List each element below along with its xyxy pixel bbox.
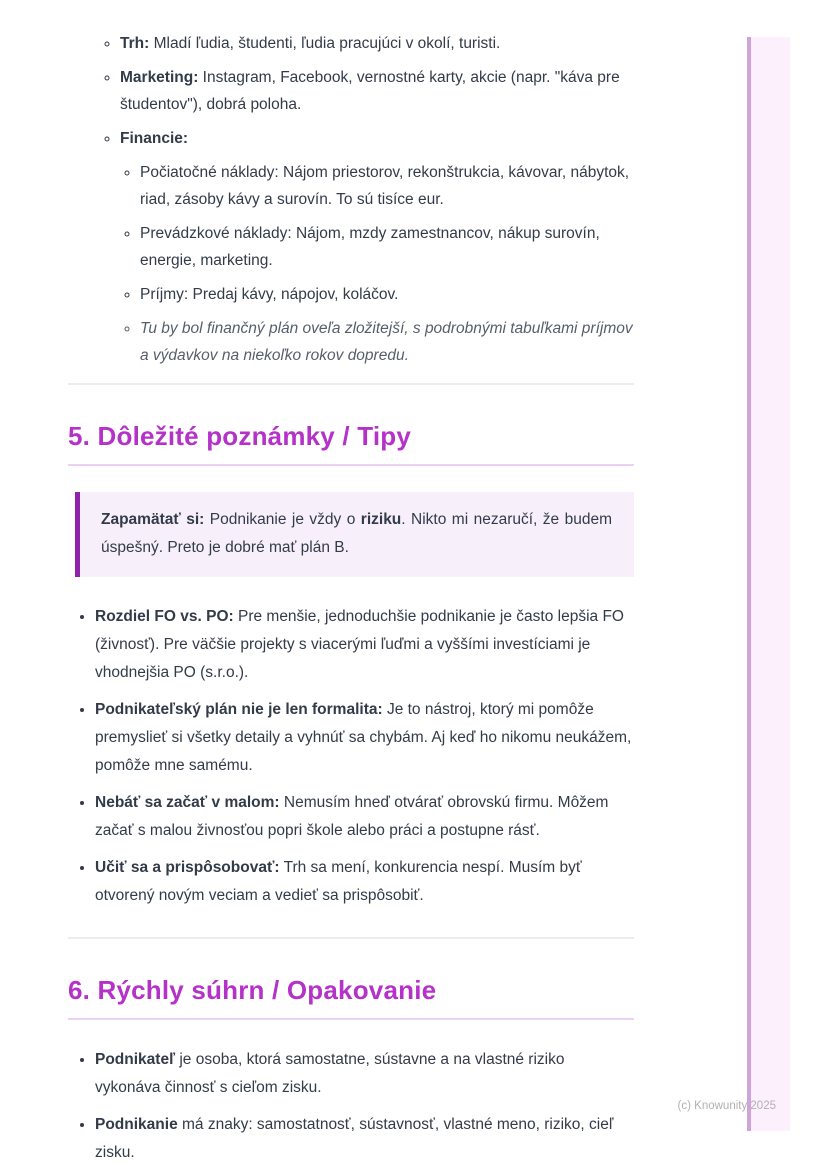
list-item: [95, 696, 634, 780]
item-text: Je to nástroj, ktorý mi pomôže premyslieť si všetky detaily a vyhnúť sa chybám. Aj keď ho nikomu neukážem, pomôže mne samému.: [95, 701, 632, 774]
item-lead: Podnikateľ: [95, 1051, 176, 1068]
list-item: [95, 603, 634, 687]
copyright-footer: (c) Knowunity 2025: [677, 1100, 776, 1112]
intro-list: [68, 30, 634, 369]
item-lead: Podnikateľský plán nie je len formalita:: [95, 701, 383, 718]
callout-note: [75, 492, 634, 577]
item-lead: Nebáť sa začať v malom:: [95, 794, 280, 811]
tips-list: [68, 603, 634, 910]
list-item: [95, 1046, 634, 1102]
section-5-heading: 5. Dôležité poznámky / Tipy: [68, 421, 634, 466]
section-divider: [68, 937, 634, 939]
list-item: [140, 281, 634, 308]
item-text: Instagram, Facebook, vernostné karty, akcie (napr. "káva pre študentov"), dobrá poloha.: [120, 69, 620, 113]
finance-sublist: [120, 159, 634, 369]
callout-bold-word: riziku: [360, 511, 402, 528]
section-6-heading: 6. Rýchly súhrn / Opakovanie: [68, 975, 634, 1020]
notes-content: [68, 30, 634, 1176]
item-text: Nemusím hneď otvárať obrovskú firmu. Môžem začať s malou živnosťou popri škole alebo práci a postupne rásť.: [95, 794, 609, 839]
right-highlight-ribbon: [747, 37, 790, 1131]
list-item: [140, 159, 634, 213]
summary-list: [68, 1046, 634, 1167]
item-lead: Rozdiel FO vs. PO:: [95, 608, 234, 625]
item-lead: Podnikanie: [95, 1116, 178, 1133]
item-lead: Financie:: [120, 130, 189, 147]
callout-end: . Nikto mi nezaručí, že budem úspešný. Preto je dobré mať plán B.: [101, 511, 612, 556]
callout-text: [101, 506, 612, 562]
item-text: Príjmy: Predaj kávy, nápojov, koláčov.: [140, 286, 399, 303]
item-text: Tu by bol finančný plán oveľa zložitejší, s podrobnými tabuľkami príjmov a výdavkov na niekoľko rokov dopredu.: [140, 320, 633, 364]
item-text: je osoba, ktorá samostatne, sústavne a na vlastné riziko vykonáva činnosť s cieľom zisku.: [95, 1051, 565, 1096]
item-text: Počiatočné náklady: Nájom priestorov, rekonštrukcia, kávovar, nábytok, riad, zásoby kávy a surovín. To sú tisíce eur.: [140, 164, 630, 208]
list-item-trh: [120, 30, 634, 57]
list-item-marketing: [120, 64, 634, 118]
list-item: [95, 1111, 634, 1167]
section-divider: [68, 383, 634, 385]
callout-mid: Podnikanie je vždy o: [204, 511, 361, 528]
item-text: Prevádzkové náklady: Nájom, mzdy zamestnancov, nákup surovín, energie, marketing.: [140, 225, 600, 269]
item-lead: Trh:: [120, 35, 150, 52]
list-item-note: [140, 315, 634, 369]
item-lead: Učiť sa a prispôsobovať:: [95, 859, 280, 876]
item-text: Pre menšie, jednoduchšie podnikanie je často lepšia FO (živnosť). Pre väčšie projekty s viacerými ľuďmi a vyššími investíciami je vhodnejšia PO (s.r.o.).: [95, 608, 624, 681]
item-text: Trh sa mení, konkurencia nespí. Musím byť otvorený novým veciam a vedieť sa prispôsobiť.: [95, 859, 582, 904]
list-item: [95, 854, 634, 910]
item-text: Mladí ľudia, študenti, ľudia pracujúci v okolí, turisti.: [149, 35, 501, 52]
ribbon-accent-line: [747, 37, 751, 1131]
callout-lead: Zapamätať si:: [101, 511, 205, 528]
list-item: [140, 220, 634, 274]
item-text: má znaky: samostatnosť, sústavnosť, vlastné meno, riziko, cieľ zisku.: [95, 1116, 614, 1161]
list-item-financie: [120, 125, 634, 369]
item-lead: Marketing:: [120, 69, 199, 86]
list-item: [95, 789, 634, 845]
